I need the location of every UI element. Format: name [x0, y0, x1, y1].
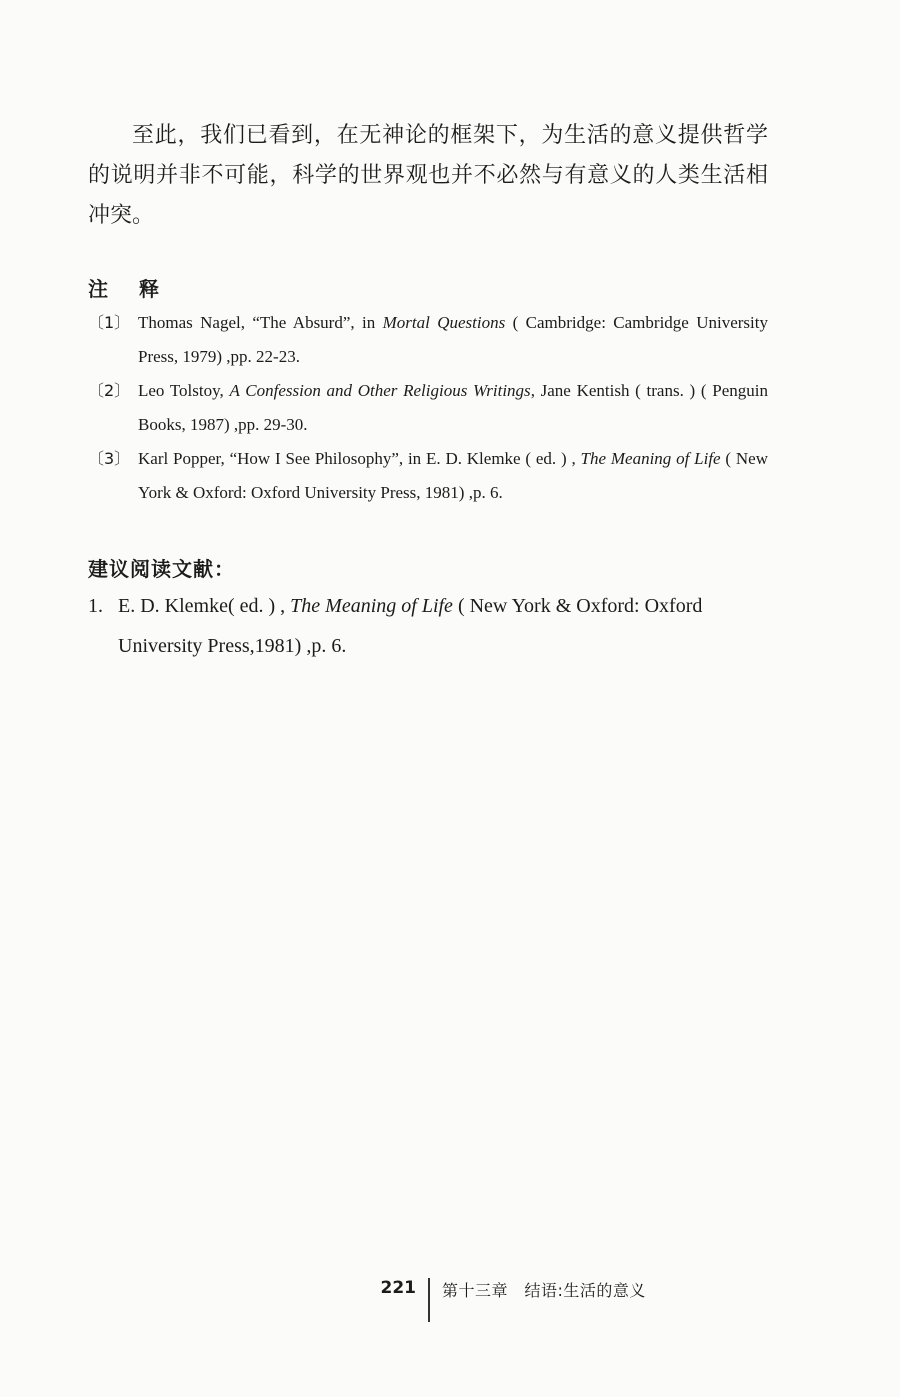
note-text: Leo Tolstoy, — [138, 381, 230, 400]
notes-heading: 注 释 — [88, 277, 171, 301]
reading-number: 1. — [88, 595, 103, 617]
note-work-title: The Meaning of Life — [580, 449, 721, 468]
note-number: 〔3〕 — [88, 449, 131, 468]
note-work-title: Mortal Questions — [382, 313, 506, 332]
note-text: Karl Popper, “How I See Philosophy”, in E. D. Klemke ( ed. ) , — [138, 449, 581, 468]
note-item — [88, 306, 768, 374]
footer-divider — [428, 1278, 430, 1322]
note-text: ( New York & Oxford: Oxford University Press, 1981) ,p. 6. — [138, 449, 768, 502]
note-work-title: A Confession and Other Religious Writings — [229, 381, 531, 400]
reading-work-title: The Meaning of Life — [290, 595, 453, 617]
reading-text: E. D. Klemke( ed. ) , — [118, 595, 291, 617]
note-text: ( Cambridge: Cambridge University Press, 1979) ,pp. 22-23. — [138, 313, 768, 366]
note-item — [88, 374, 768, 442]
running-head: 第十三章 结语:生活的意义 — [442, 1281, 646, 1300]
notes-list — [88, 306, 768, 510]
reading-item — [88, 586, 768, 666]
reading-text: ( New York & Oxford: Oxford University Press,1981) ,p. 6. — [118, 595, 703, 657]
page-number: 221 — [380, 1278, 416, 1298]
page-footer — [0, 1278, 900, 1328]
reading-list — [88, 586, 768, 666]
note-item — [88, 442, 768, 510]
body-paragraph: 至此，我们已看到，在无神论的框架下，为生活的意义提供哲学的说明并非不可能，科学的世界观也并不必然与有意义的人类生活相冲突。 — [88, 123, 768, 228]
note-text: Thomas Nagel, “The Absurd”, in — [138, 313, 383, 332]
note-number: 〔1〕 — [88, 313, 131, 332]
note-text: , Jane Kentish ( trans. ) ( Penguin Books, 1987) ,pp. 29-30. — [138, 381, 769, 434]
note-number: 〔2〕 — [88, 381, 131, 400]
reading-heading: 建议阅读文献： — [88, 557, 235, 581]
